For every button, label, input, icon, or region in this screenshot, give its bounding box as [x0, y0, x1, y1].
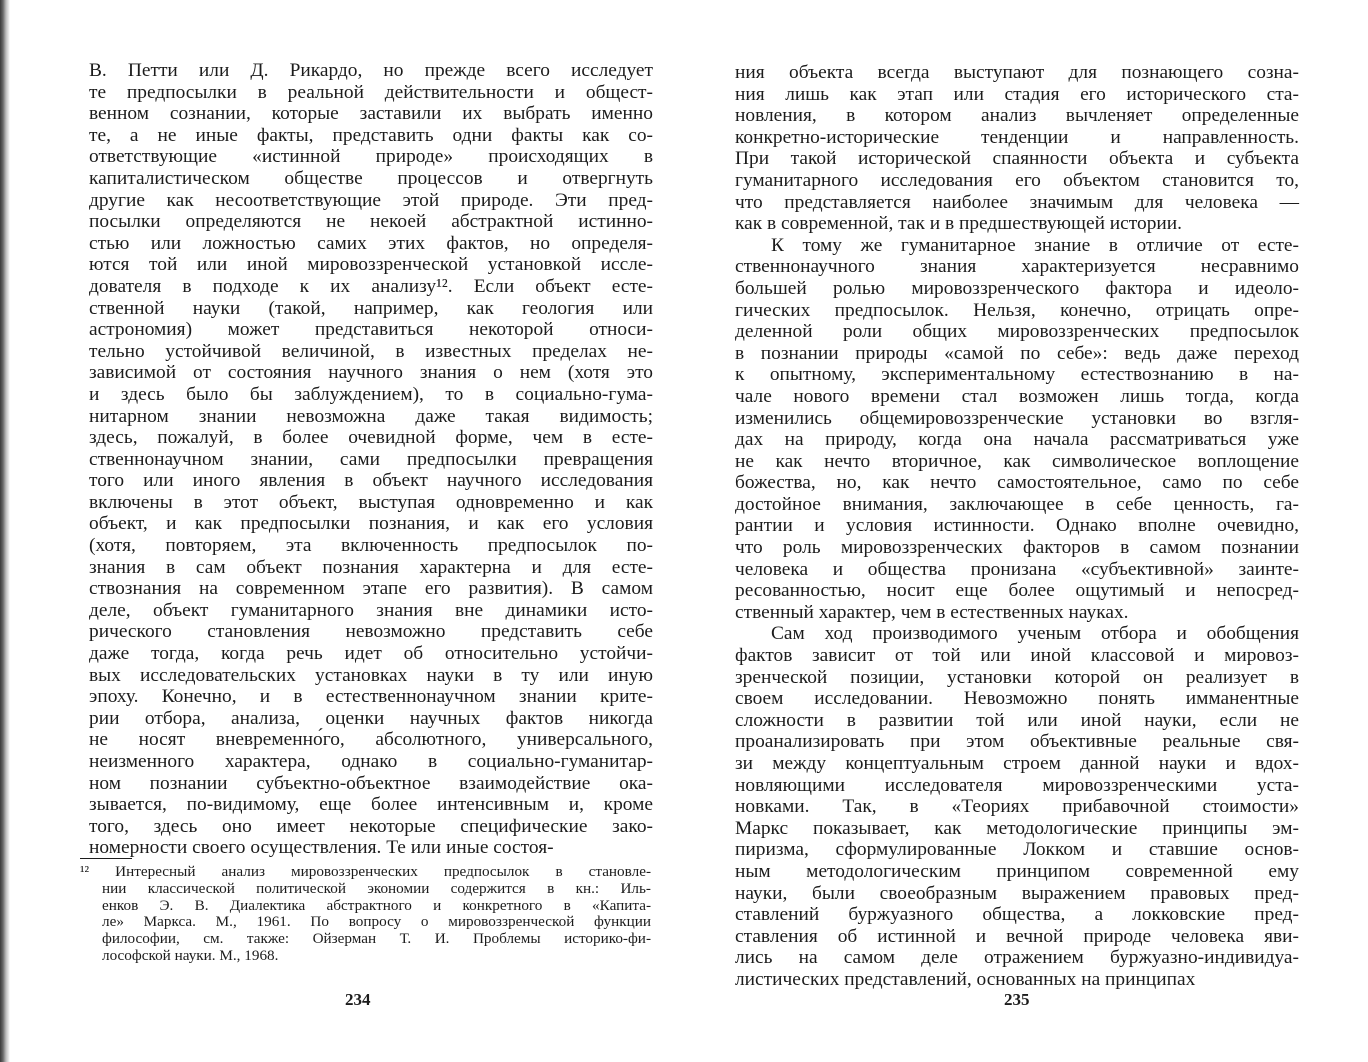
text-line: науки, были своеобразным выражением правовых пред- [735, 882, 1299, 904]
text-line: объект, и как предпосылки познания, и как его условия [89, 513, 653, 535]
text-line: лись на самом деле отражением буржуазно-индивидуа- [735, 947, 1299, 969]
text-line: человека и общества пронизана «субъективной» заинте- [735, 558, 1299, 580]
text-line: проанализировать при этом объективные реальные свя- [735, 731, 1299, 753]
text-line: ответствующие «истинной природе» происходящих в [89, 146, 653, 168]
text-line: ственной науки (такой, например, как геология или [89, 297, 653, 319]
text-line: деленной роли общих мировоззренческих предпосылок [735, 321, 1299, 343]
text-line: включены в этот объект, выступая одновременно и как [89, 491, 653, 513]
text-line: того, здесь оно имеет некоторые специфические зако- [89, 815, 653, 837]
text-line: ным методологическим принципом современной ему [735, 860, 1299, 882]
text-line: даже тогда, когда речь идет об относительно устойчи- [89, 643, 653, 665]
text-line: енков Э. В. Диалектика абстрактного и конкретного в «Капита- [102, 896, 651, 914]
text-line: знания в сам объект познания характерна и для есте- [89, 556, 653, 578]
text-line: ственнонаучного знания характеризуется несравнимо [735, 256, 1299, 278]
text-line: что представляется наиболее значимым для человека — [735, 191, 1299, 213]
right-page [684, 0, 1368, 1062]
text-line: ном познании субъектно-объектное взаимодействие ока- [89, 772, 653, 794]
text-line: те, а не иные факты, представить одни факты как со- [89, 124, 653, 146]
text-line: ставления об истинной и вечной природе человека яви- [735, 925, 1299, 947]
text-line: большей ролью мировоззренческого фактора и идеоло- [735, 277, 1299, 299]
text-line: ле» Маркса. М., 1961. По вопросу о мировоззренческой функции [102, 913, 651, 931]
text-line: божества, но, как нечто самостоятельное, само по себе [735, 472, 1299, 494]
text-line: нии классической политической экономии содержится в кн.: Иль- [102, 879, 651, 897]
text-line: астрономия) может представиться некоторой относи- [89, 319, 653, 341]
text-line: ресованностью, носит еще более ощутимый и непосред- [735, 580, 1299, 602]
text-line: К тому же гуманитарное знание в отличие от есте- [771, 234, 1299, 256]
text-line: вых исследовательских установках науки в ту или иную [89, 664, 653, 686]
text-line: здесь, пожалуй, в более очевидной форме, чем в есте- [89, 427, 653, 449]
text-line: зависимой от состояния научного знания о нем (хотя это [89, 362, 653, 384]
page-number-right: 235 [1004, 990, 1030, 1009]
text-line: деле, объект гуманитарного знания вне динамики исто- [89, 599, 653, 621]
text-line: венном сознании, которые заставили их выбрать именно [89, 103, 653, 125]
text-line: к опытному, экспериментальному естествознанию в на- [735, 364, 1299, 386]
text-line: зи между концептуальным строем данной науки и вдох- [735, 753, 1299, 774]
right-page-body [735, 62, 1299, 991]
text-line: своем исследовании. Невозможно понять имманентные [735, 688, 1299, 710]
text-line: философии, см. также: Ойзерман Т. И. Проблемы историко-фи- [102, 930, 651, 948]
text-line: достойное внимания, заключающее в себе ценность, га- [735, 493, 1299, 515]
text-line: листических представлений, основанных на принципах [735, 968, 1196, 990]
text-line: другие как несоответствующие этой природе. Эти пред- [89, 189, 653, 211]
text-line: сложности в развитии той или иной науки, если не [735, 709, 1299, 731]
text-line: того или иного явления в объект научного исследования [89, 470, 653, 492]
text-line: не как нечто вторичное, как символическое воплощение [735, 450, 1299, 472]
text-line: ния лишь как этап или стадия его исторического ста- [735, 83, 1299, 105]
text-line: рии отбора, анализа, оценки научных фактов никогда [89, 707, 653, 729]
text-line: чале нового времени стал возможен лишь тогда, когда [735, 385, 1299, 407]
text-line: те предпосылки в реальной действительности и общест- [89, 81, 653, 103]
text-line: капиталистическом обществе процессов и отвергнуть [89, 167, 653, 189]
text-line: в познании природы «самой по себе»: ведь даже переход [735, 342, 1299, 364]
text-line: ¹² Интересный анализ мировоззренческих предпосылок в становле- [80, 863, 651, 880]
text-line: и здесь было бы заблуждением), то в социально-гума- [89, 383, 653, 405]
text-line: лософской науки. М., 1968. [102, 946, 279, 964]
text-line: ются той или иной мировоззренческой установкой иссле- [89, 254, 653, 276]
text-line: новками. Так, в «Теориях прибавочной стоимости» [735, 796, 1299, 818]
text-line: не носят вневременно́го, абсолютного, универсального, [89, 729, 653, 751]
text-line: изменились общемировоззренческие установки во взгля- [735, 407, 1299, 429]
text-line: гических предпосылок. Нельзя, конечно, отрицать опре- [735, 299, 1299, 321]
text-line: При такой исторической спаянности объекта и субъекта [735, 148, 1299, 170]
page-number-left: 234 [345, 990, 371, 1009]
text-line: фактов зависит от той или иной классовой и мировоз- [735, 645, 1299, 667]
text-line: дах на природу, когда она начала рассматриваться уже [735, 429, 1299, 451]
text-line: как в современной, так и в предшествующей истории. [735, 213, 1182, 235]
text-line: номерности своего осуществления. Те или иные состоя- [89, 837, 554, 859]
text-line: новляющими исследователя мировоззренческими уста- [735, 774, 1299, 796]
footnote-separator [80, 858, 132, 859]
text-line: ственный характер, чем в естественных науках. [735, 601, 1129, 623]
text-line: ственнонаучном знании, сами предпосылки превращения [89, 448, 653, 470]
text-line: ставлений буржуазного общества, а локковские пред- [735, 904, 1299, 926]
text-line: конкретно-исторические тенденции и направленность. [735, 126, 1299, 148]
text-line: рантии и условия истинности. Однако вполне очевидно, [735, 515, 1299, 537]
text-line: ствознания на современном этапе его развития). В самом [89, 578, 653, 600]
book-binding-edge [0, 0, 10, 1062]
text-line: Сам ход производимого ученым отбора и обобщения [771, 623, 1299, 645]
text-line: (хотя, повторяем, эта включенность предпосылок по- [89, 535, 653, 557]
text-line: эпоху. Конечно, и в естественнонаучном знании крите- [89, 686, 653, 708]
text-line: пиризма, сформулированные Локком и ставшие основ- [735, 839, 1299, 861]
text-line: рического становления невозможно представить себе [89, 621, 653, 643]
text-line: ния объекта всегда выступают для познающего созна- [735, 62, 1299, 83]
left-page-body [89, 60, 653, 859]
text-line: тельно устойчивой величиной, в известных пределах не- [89, 340, 653, 362]
text-line: новления, в котором анализ вычленяет определенные [735, 105, 1299, 127]
text-line: посылки определяются не некоей абстрактной истинно- [89, 211, 653, 233]
text-line: стью или ложностью самих этих фактов, но определя- [89, 232, 653, 254]
text-line: гуманитарного исследования его объектом становится то, [735, 169, 1299, 191]
text-line: неизменного характера, однако в социально-гуманитар- [89, 751, 653, 772]
text-line: что роль мировоззренческих факторов в самом познании [735, 537, 1299, 559]
text-line: Маркс показывает, как методологические принципы эм- [735, 817, 1299, 839]
text-line: зывается, по-видимому, еще более интенсивным и, кроме [89, 794, 653, 816]
text-line: дователя в подходе к их анализу¹². Если объект есте- [89, 275, 653, 297]
text-line: нитарном знании невозможна даже такая видимость; [89, 405, 653, 427]
text-line: зренческой позиции, установки которой он реализует в [735, 666, 1299, 688]
text-line: В. Петти или Д. Рикардо, но прежде всего исследует [89, 60, 653, 81]
footnote [80, 864, 651, 965]
